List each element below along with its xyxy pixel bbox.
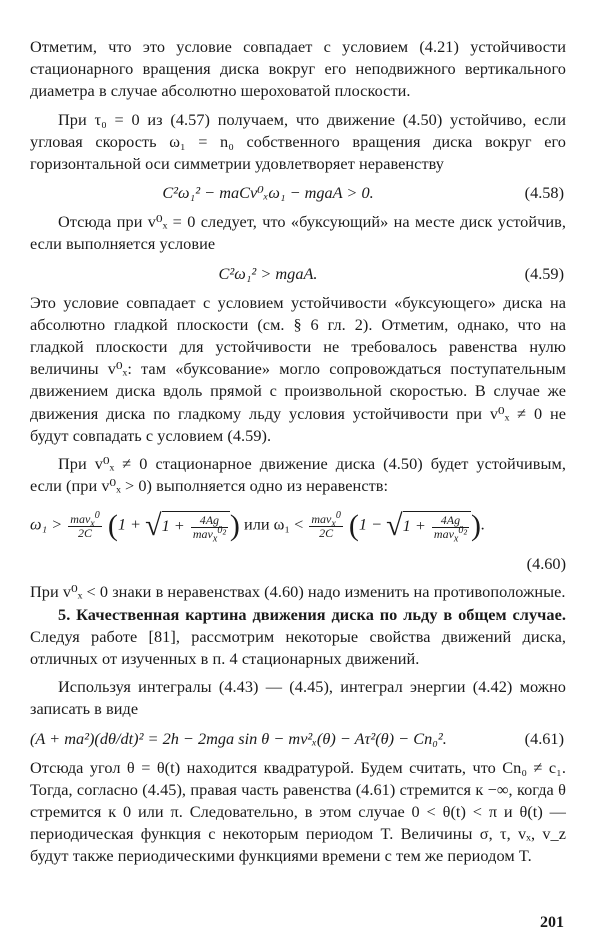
equation-line: ω₁ > $\frac{mav_x^0}{2C}$ (1 + √1 + $\frac{4Ag}{mav_x^0^2}$ ) или ω₁ < $\frac{mav_x^0}{2C}$ (1 − √1 + $\frac{4Ag}{mav_x^0^2}$ ). — [30, 509, 486, 545]
paragraph-3: Отсюда при v⁰ₓ = 0 следует, что «буксующий» на месте диск устойчив, если выполняется условие — [30, 212, 566, 254]
paragraph-7 — [30, 604, 566, 671]
equation-body: (A + ma²)(dθ/dt)² = 2h − 2mga sin θ − mv²ₓ(θ) − Aτ²(θ) − Cn₀². — [30, 728, 447, 748]
fraction: $\frac{mav_x^0}{2C}$ — [70, 509, 100, 540]
paragraph-7-text: Следуя работе [81], рассмотрим некоторые свойства движений диска, отличных от изученных в п. 4 стационарных движений. — [30, 626, 566, 669]
equation-body: C²ω₁² > mgaA. — [218, 263, 318, 283]
paragraph-8: Используя интегралы (4.43) — (4.45), интеграл энергии (4.42) можно записать в виде — [30, 677, 566, 719]
equation-number: (4.58) — [524, 183, 564, 203]
equation-number: (4.59) — [524, 263, 564, 283]
equation-number: (4.61) — [524, 728, 564, 748]
paragraph-2: При τ₀ = 0 из (4.57) получаем, что движение (4.50) устойчиво, если угловая скорость ω₁ = n₀ собственного вращения диска вокруг его горизонтальной оси симметрии удовлетворяет неравенству — [30, 109, 566, 174]
eq60-mid: или ω₁ < — [244, 515, 304, 535]
paragraph-5: При v⁰ₓ ≠ 0 стационарное движение диска (4.50) будет устойчивым, если (при v⁰ₓ > 0) выполняется одно из неравенств: — [30, 454, 566, 496]
paragraph-1: Отметим, что это условие совпадает с условием (4.21) устойчивости стационарного вращения диска вокруг его неподвижного вертикального диаметра в случае абсолютно шероховатой плоскости. — [30, 37, 566, 101]
paragraph-6: При v⁰ₓ < 0 знаки в неравенствах (4.60) надо изменить на противоположные. — [30, 582, 566, 602]
section-title: 5. Качественная картина движения диска по льду в общем случае. — [58, 604, 566, 624]
equation-4-58 — [30, 178, 566, 208]
equation-4-59 — [30, 259, 566, 289]
page-number: 201 — [540, 914, 564, 931]
equation-number: (4.60) — [526, 554, 566, 574]
paragraph-4: Это условие совпадает с условием устойчивости «буксующего» диска на абсолютно гладкой плоскости (см. § 6 гл. 2). Отметим, однако, что на гладкой плоскости для устойчивости не требовалось равенства нулю величины v⁰ₓ: там «буксование» могло сопровождаться поступательным движением диска вдоль прямой с произвольной скоростью. В случае же движения диска по гладкому льду условия устойчивости при v⁰ₓ ≠ 0 не будут совпадать с условием (4.59). — [30, 292, 566, 445]
equation-4-60 — [30, 497, 566, 555]
paragraph-9: Отсюда угол θ = θ(t) находится квадратурой. Будем считать, что Cn₀ ≠ c₁. Тогда, согласно (4.45), правая часть равенства (4.61) стремится к −∞, когда θ стремится к 0 или π. Следовательно, в этом случае 0 < θ(t) < π и θ(t) — периодическая функция с некоторым периодом T. Величины σ, τ, vₓ, v_z будут также периодическими функциями времени с тем же периодом T. — [30, 757, 566, 866]
equation-body: C²ω₁² − maCv⁰ₓω₁ − mgaA > 0. — [162, 183, 374, 203]
eq60-left: ω₁ > — [30, 515, 63, 535]
page-body — [30, 36, 566, 868]
sqrt-sign: √ — [145, 509, 162, 543]
equation-4-61 — [30, 724, 566, 754]
